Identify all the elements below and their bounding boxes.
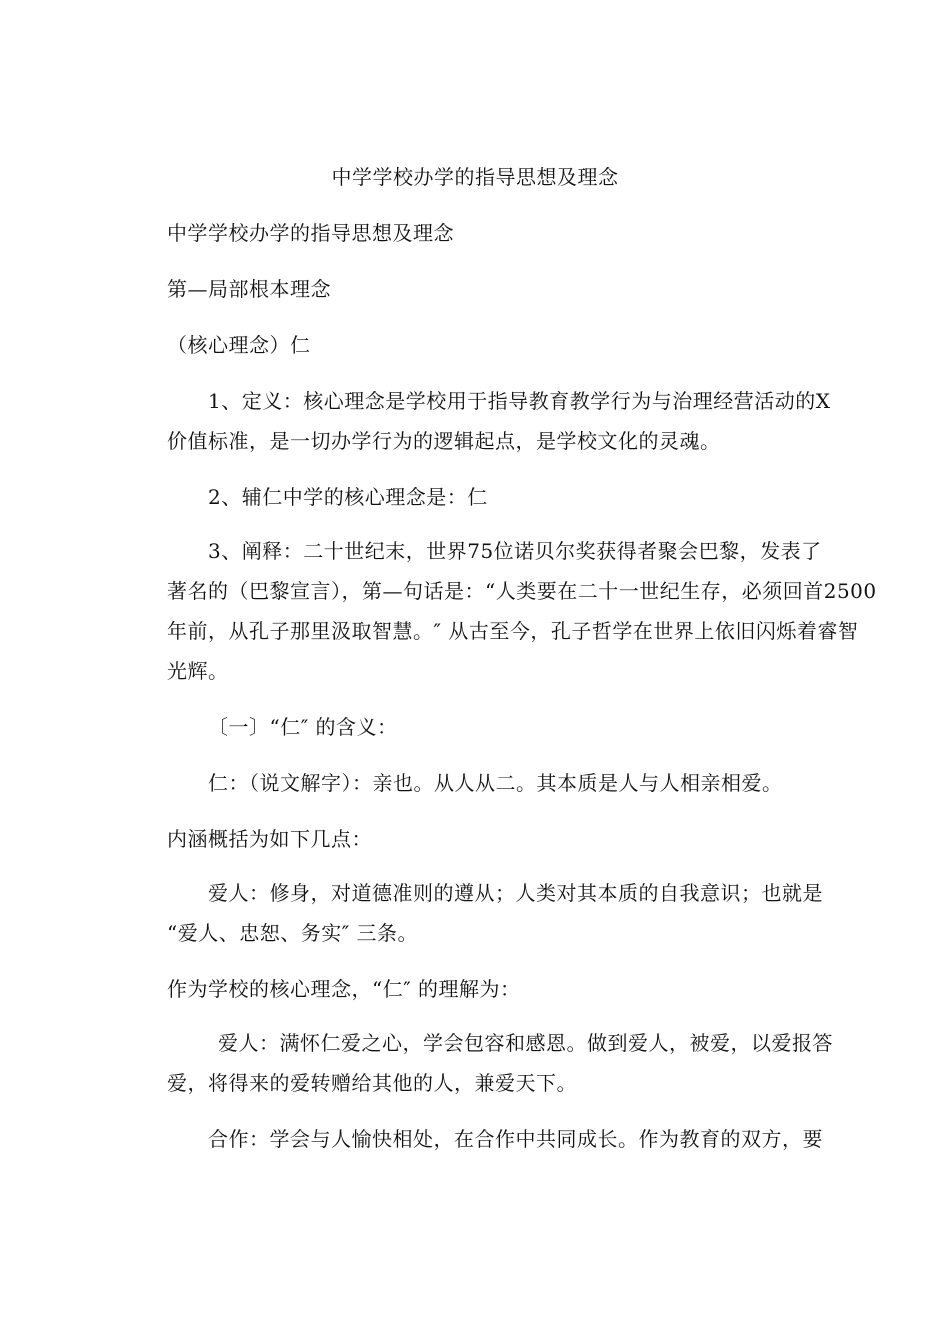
section-heading: 第—局部根本理念: [167, 277, 331, 301]
core-concept-heading: （核心理念）仁: [167, 333, 311, 357]
paragraph-line: 内涵概括为如下几点：: [167, 827, 372, 851]
paragraph-line: 仁：（说文解字）：亲也。从人从二。其本质是人与人相亲相爱。: [208, 771, 783, 795]
paragraph-line: 著名的（巴黎宣言），第—句话是：“人类要在二十一世纪生存，必须回首2500: [167, 579, 877, 603]
subsection-heading: 〔一〕“仁″ 的含义：: [208, 715, 398, 739]
paragraph-line: 1、定义：核心理念是学校用于指导教育教学行为与治理经营活动的X: [208, 389, 831, 413]
paragraph-line: 年前，从孔子那里汲取智慧。″ 从古至今，孔子哲学在世界上依旧闪烁着睿智: [167, 619, 859, 643]
paragraph-line: 爱人：修身，对道德准则的遵从；人类对其本质的自我意识；也就是: [208, 881, 823, 905]
paragraph-line: 光辉。: [167, 659, 229, 683]
paragraph-line: 合作：学会与人愉快相处，在合作中共同成长。作为教育的双方，要: [208, 1127, 823, 1151]
paragraph-line: 2、辅仁中学的核心理念是：仁: [208, 485, 488, 509]
paragraph-line: 价值标准，是一切办学行为的逻辑起点，是学校文化的灵魂。: [167, 429, 721, 453]
paragraph-line: 3、阐释：二十世纪末，世界75位诺贝尔奖获得者聚会巴黎，发表了: [208, 539, 822, 563]
paragraph-line: 爱，将得来的爱转赠给其他的人，兼爱天下。: [167, 1071, 577, 1095]
paragraph-line: “爱人、忠恕、务实″ 三条。: [167, 921, 419, 945]
paragraph-line: 爱人：满怀仁爱之心，学会包容和感恩。做到爱人，被爱，以爱报答: [218, 1031, 833, 1055]
subtitle: 中学学校办学的指导思想及理念: [167, 221, 454, 245]
paragraph-line: 作为学校的核心理念，“仁″ 的理解为：: [167, 977, 521, 1001]
page-title: 中学学校办学的指导思想及理念: [331, 165, 619, 189]
